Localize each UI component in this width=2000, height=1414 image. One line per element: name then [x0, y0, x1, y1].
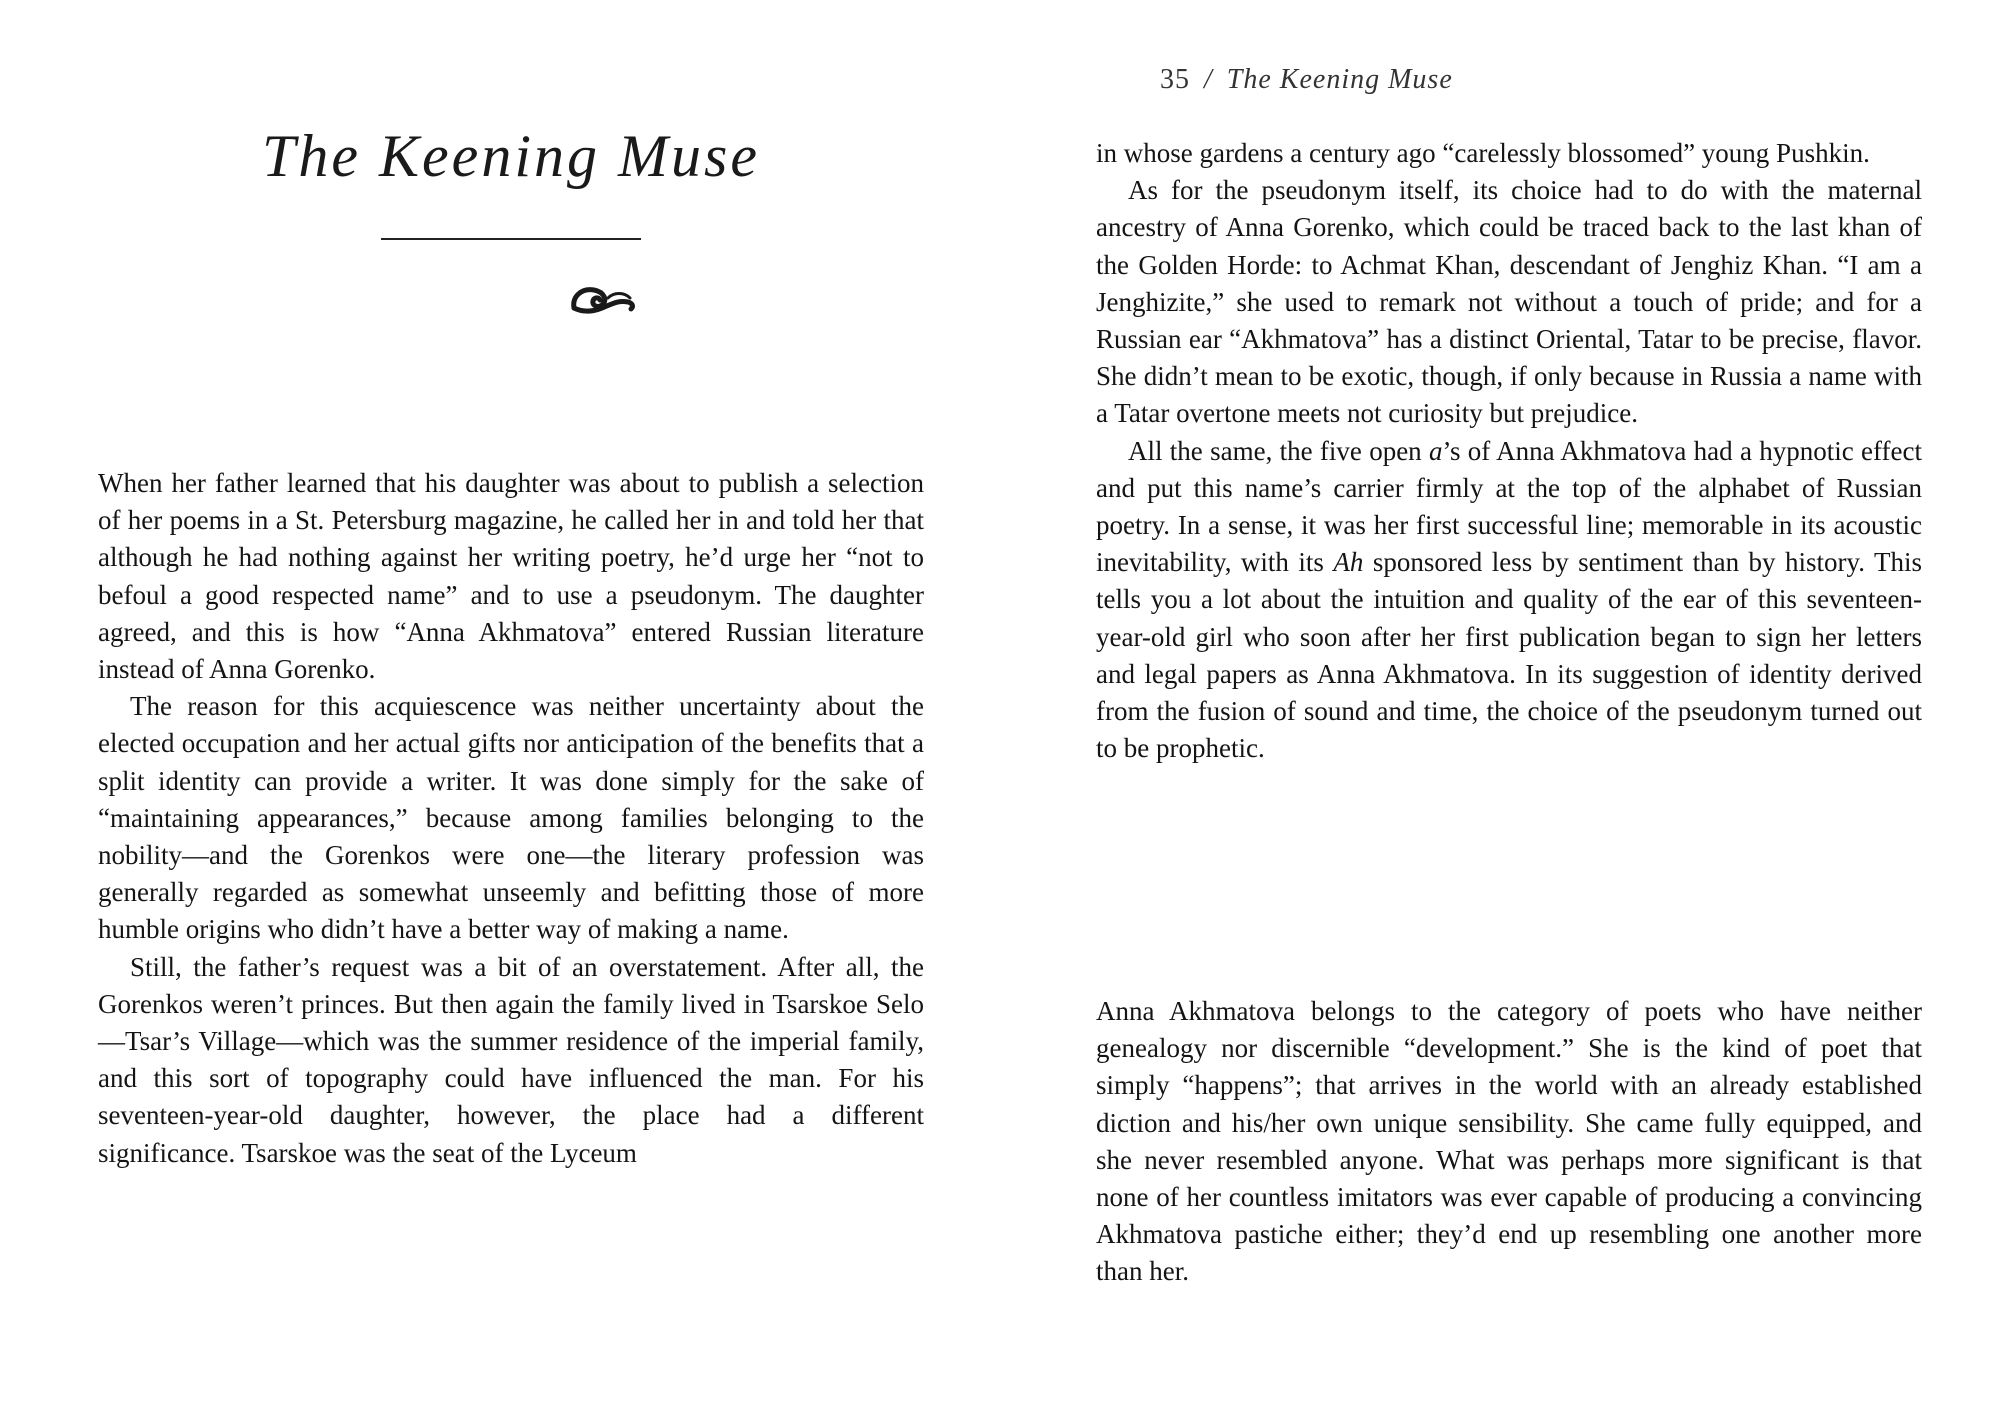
left-page [98, 0, 924, 1414]
paragraph: Still, the father’s request was a bit of an overstatement. After all, the Gorenkos weren’t princes. But then again the family lived in Tsarskoe Selo—Tsar’s Village—which was the summer residence of the imperial family, and this sort of topography could have influenced the man. For his seventeen-year-old daughter, however, the place had a different significance. Tsarskoe was the seat of the Lyceum [98, 951, 924, 1168]
paragraph: As for the pseudonym itself, its choice had to do with the maternal ancestry of Anna Gorenko, which could be traced back to the last khan of the Golden Horde: to Achmat Khan, descendant of Jenghiz Khan. “I am a Jenghizite,” she used to remark not without a touch of pride; and for a Russian ear “Akhmatova” has a distinct Oriental, Tatar to be precise, flavor. She didn’t mean to be exotic, though, if only because in Russia a name with a Tatar overtone meets not curiosity but prejudice. [1096, 175, 1922, 429]
paragraph: When her father learned that his daughter was about to publish a selection of her poems in a St. Petersburg magazine, he called her in and told her that although he had nothing against her writing poetry, he’d urge her “not to befoul a good respected name” and to use a pseudonym. The daughter agreed, and this is how “Anna Akhmatova” entered Russian literature instead of Anna Gorenko. [98, 468, 924, 685]
paragraph: Anna Akhmatova belongs to the category of poets who have neither genealogy nor discernible “development.” She is the kind of poet that simply “happens”; that arrives in the world with an already established diction and his/her own unique sensibility. She came fully equipped, and she never resembled anyone. What was perhaps more significant is that none of her countless imitators was ever capable of producing a convincing Akhmatova pastiche either; they’d end up resembling one another more than her. [1096, 996, 1922, 1287]
running-head-title: The Keening Muse [1226, 64, 1453, 95]
italic-word: Ah [1333, 547, 1364, 578]
page-number: 35 [1160, 64, 1190, 95]
text-run: ’s of Anna Akhmatova had a hypnotic effect and put this name’s carrier firmly at the top of the alphabet of Russian poetry. In a sense, it was her first successful line; memorable in its acoustic inevitability, with its [1096, 435, 1922, 578]
paragraph: in whose gardens a century ago “carelessly blossomed” young Pushkin. [1096, 138, 1870, 168]
italic-word: a [1428, 435, 1443, 466]
chapter-title: The Keening Muse [262, 123, 760, 189]
right-body-text [1096, 135, 1922, 767]
running-head-separator: / [1204, 64, 1213, 95]
right-page [1096, 0, 1922, 1414]
paragraph: The reason for this acquiescence was neither uncertainty about the elected occupation and her actual gifts nor anticipation of the benefits that a split identity can provide a writer. It was done simply for the sake of “maintaining appearances,” because among families belonging to the nobility—and the Gorenkos were one—the literary profession was generally regarded as somewhat unseemly and befitting those of more humble origins who didn’t have a better way of making a name. [98, 691, 924, 945]
swirl-ornament-icon [568, 278, 638, 318]
paragraph [1096, 433, 1922, 768]
left-body-text [98, 465, 924, 1172]
running-head [1160, 64, 1453, 96]
title-rule [381, 238, 641, 240]
text-run: sponsored less by sentiment than by history. This tells you a lot about the intuition and quality of the ear of this seventeen-year-old girl who soon after her first publication began to sign her letters and legal papers as Anna Akhmatova. In its suggestion of identity derived from the fusion of sound and time, the choice of the pseudonym turned out to be prophetic. [1096, 547, 1922, 764]
text-run: All the same, the five open [1128, 435, 1429, 466]
right-body-text-section [1096, 993, 1922, 1291]
